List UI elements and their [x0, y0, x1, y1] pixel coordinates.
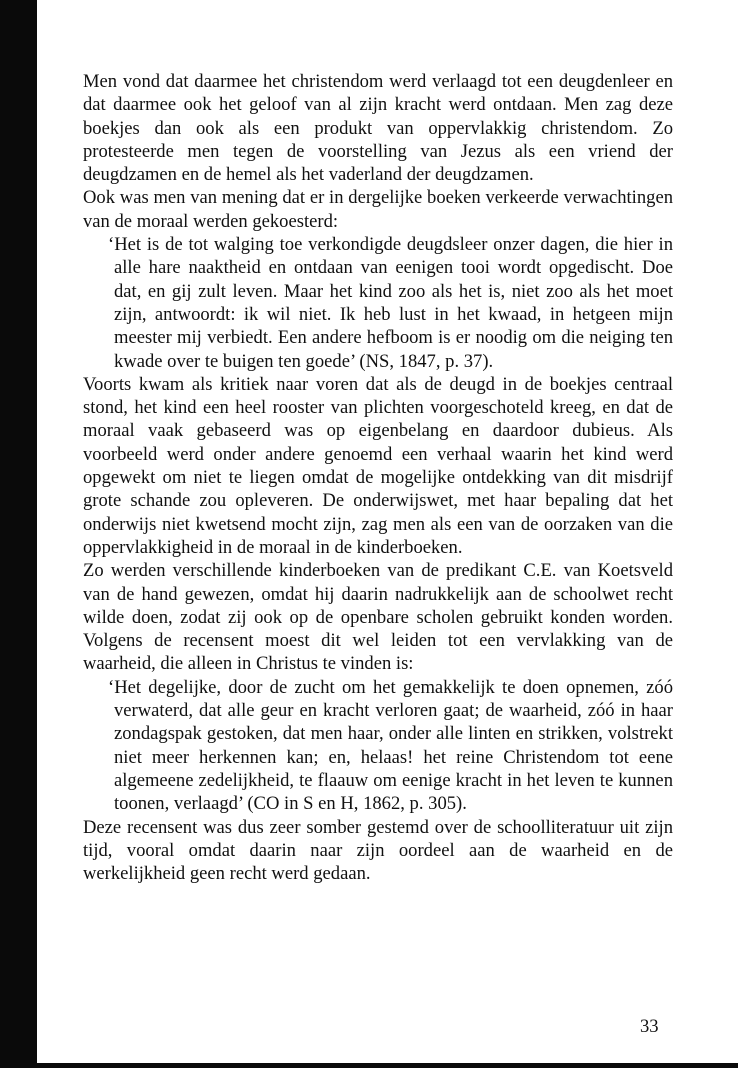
paragraph-verwachtingen: Ook was men van mening dat er in dergelijke boeken verkeerde verwachtingen van de moraal werden gekoesterd:	[83, 187, 673, 232]
paragraph-koetsveld: Zo werden verschillende kinderboeken van de predikant C.E. van Koetsveld van de hand gewezen, omdat hij daarin nadrukkelijk aan de schoolwet recht wilde doen, zodat zij ook op de openbare scholen gebruikt konden worden. Volgens de recensent moest dit wel leiden tot een vervlakking van de waarheid, die alleen in Christus te vinden is:	[83, 560, 673, 675]
quote-ns-1847: ‘Het is de tot walging toe verkondigde deugdsleer onzer dagen, die hier in alle hare naaktheid en ontdaan van eenigen tooi wordt opgedischt. Doe dat, en gij zult leven. Maar het kind zoo als het is, niet zoo als het moet zijn, antwoordt: ik wil niet. Ik heb lust in het kwaad, in hetgeen mijn meester mij verbiedt. Een andere hefboom is er noodig om die neiging ten kwade over te buigen ten goede’ (NS, 1847, p. 37).	[108, 234, 673, 372]
paragraph-schoolliteratuur: Deze recensent was dus zeer somber gestemd over de schoolliteratuur uit zijn tijd, vooral omdat daarin naar zijn oordeel aan de waarheid en de werkelijkheid geen recht werd gedaan.	[83, 816, 673, 885]
paragraph-deugdenleer: Men vond dat daarmee het christendom werd verlaagd tot een deugdenleer en dat daarmee ook het geloof van al zijn kracht werd ontdaan. Men zag deze boekjes dan ook als een produkt van oppervlakkig christendom. Zo protesteerde men tegen de voorstelling van Jezus als een vriend der deugdzamen en de hemel als het vaderland der deugdzamen.	[83, 71, 673, 186]
page-body	[83, 70, 673, 885]
scan-binding-edge	[0, 0, 37, 1068]
paragraph-kritiek: Voorts kwam als kritiek naar voren dat als de deugd in de boekjes centraal stond, het kind een heel rooster van plichten voorgeschoteld kreeg, en dat de moraal vaak gebaseerd was op eigenbelang en daardoor dubieus. Als voorbeeld werd onder andere genoemd een verhaal waarin het kind werd opgewekt om niet te liegen omdat de mogelijke ontdekking van dit misdrijf grote schande zou opleveren. De onderwijswet, met haar bepaling dat het onderwijs niet kwetsend mocht zijn, zag men als een van de oorzaken van die oppervlakkigheid in de moraal in de kinderboeken.	[83, 373, 673, 558]
scan-bottom-edge	[37, 1063, 738, 1068]
page-number: 33	[640, 1016, 659, 1037]
quote-co-1862: ‘Het degelijke, door de zucht om het gemakkelijk te doen opnemen, zóó verwaterd, dat alle geur en kracht verloren gaat; de waarheid, zóó in haar zondagspak gestoken, dat men haar, onder alle linten en strikken, volstrekt niet meer herkennen kan; en, helaas! het reine Christendom tot eene algemeene zedelijkheid, te flaauw om eenige kracht in het leven te kunnen toonen, verlaagd’ (CO in S en H, 1862, p. 305).	[108, 676, 673, 815]
